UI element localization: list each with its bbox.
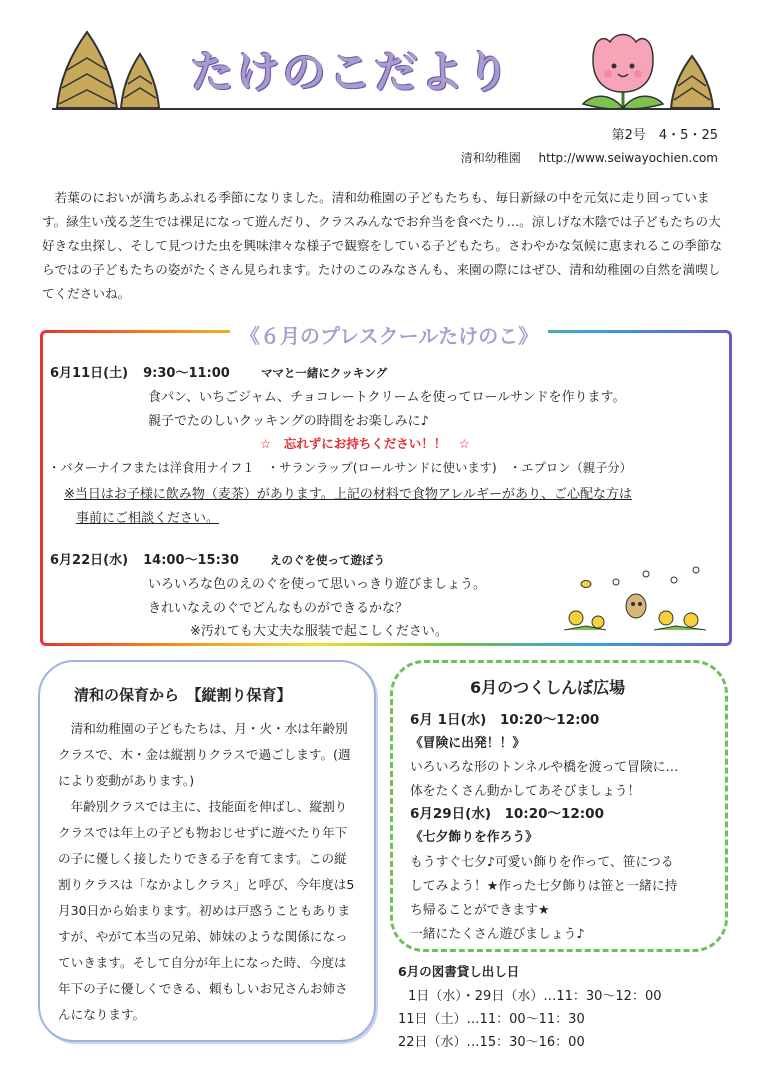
- bring-items-title: ☆ 忘れずにお持ちください！！ ☆: [260, 436, 470, 451]
- tsukushinbo-event1-date: 6月 1日(水) 10:20～12:00: [410, 712, 600, 728]
- event1-date: 6月11日(土): [50, 366, 129, 381]
- bamboo-shoot-icon: [668, 54, 716, 110]
- school-name: 清和幼稚園: [460, 151, 521, 165]
- dandelion-bee-icon: [556, 560, 716, 632]
- issue-number: 第2号 4・5・25: [611, 128, 718, 143]
- school-info: [461, 149, 718, 166]
- library-row: 11日（土）…11：00～11：30: [398, 1012, 585, 1027]
- allergy-note-line1: ※当日はお子様に飲み物（麦茶）があります。上記の材料で食物アレルギーがあり、ご心配な方は: [64, 487, 633, 502]
- tsukushinbo-event1-line1: いろいろな形のトンネルや橋を渡って冒険に…: [410, 760, 679, 775]
- tulip-face-icon: [578, 30, 668, 112]
- tsukushinbo-event2-line1: もうすぐ七夕♪可愛い飾りを作って、笹につる: [410, 855, 674, 870]
- tsukushinbo-event1-line2: 体をたくさん動かしてあそびましょう！: [410, 784, 641, 799]
- header-divider: [52, 108, 720, 110]
- event2-line1: いろいろな色のえのぐを使って思いっきり遊びましょう。: [148, 577, 487, 592]
- event1-time: 9:30～11:00: [143, 366, 230, 381]
- school-url[interactable]: http://www.seiwayochien.com: [538, 151, 718, 165]
- intro-paragraph: 若葉のにおいが満ちあふれる季節になりました。清和幼稚園の子どもたちも、毎日新緑の中を元気に走り回っています。緑生い茂る芝生では裸足になって遊んだり、クラスみんなでお弁当を食べたり…。涼しげな木陰では子どもたちの大好きな虫探し、そして見つけた虫を興味津々な様子で観察をしている子どもたち。さわやかな気候に恵まれるこの季節ならではの子どもたちの姿がたくさん見られます。たけのこのみなさんも、来園の際にはぜひ、清和幼稚園の自然を満喫してくださいね。: [42, 190, 723, 301]
- event2-line2: きれいなえのぐでどんなものができるかな？: [148, 601, 409, 616]
- tsukushinbo-event2-line2: してみよう！★作った七夕飾りは笹と一緒に持: [410, 879, 678, 894]
- newsletter-title: たけのこだより: [190, 47, 512, 98]
- event2-time: 14:00～15:30: [143, 553, 239, 568]
- hoiku-title: 清和の保育から 【縦割り保育】: [74, 686, 292, 704]
- event1-line1: 食パン、いちごジャム、チョコレートクリームを使ってロールサンドを作ります。: [148, 390, 626, 405]
- event2-name: えのぐを使って遊ぼう: [269, 553, 385, 567]
- event1-line2: 親子でたのしいクッキングの時間をお楽しみに♪: [148, 414, 429, 429]
- hoiku-body: [58, 716, 358, 1028]
- hoiku-para1: 清和幼稚園の子どもたちは、月・火・水は年齢別クラスで、木・金は縦割りクラスで過ごします。(週により変動があります。): [58, 721, 351, 788]
- hoiku-para2: 年齢別クラスでは主に、技能面を伸ばし、縦割りクラスでは年上の子ども物おじせずに遊べたり年下の子に優しく接したりできる子を育てます。この縦割りクラスは「なかよしクラス」と呼び、今年度は5月30日から始まります。初めは戸惑うこともありますが、やがて本当の兄弟、姉妹のような関係になっていきます。そして自分が年上になった時、今度は年下の子に優しくできる、頼もしいお兄さんお姉さんになります。: [58, 799, 355, 1022]
- tsukushinbo-event2-date: 6月29日(水) 10:20～12:00: [410, 806, 604, 822]
- preschool-title: 《６月のプレスクールたけのこ》: [230, 320, 548, 349]
- library-title: 6月の図書貸し出し日: [398, 964, 520, 979]
- library-row: 1日（水）・29日（水）…11：30～12：00: [408, 989, 662, 1004]
- event2-header: [50, 549, 385, 568]
- tsukushinbo-event2-line4: 一緒にたくさん遊びましょう♪: [410, 927, 585, 942]
- tsukushinbo-event1-name: 《冒険に出発！！》: [410, 736, 526, 751]
- event2-line3: ※汚れても大丈夫な服装で起こしください。: [190, 624, 448, 639]
- event2-date: 6月22日(水): [50, 553, 129, 568]
- tsukushinbo-title: 6月のつくしんぼ広場: [470, 678, 626, 697]
- allergy-note-line2: 事前にご相談ください。: [76, 511, 220, 526]
- tsukushinbo-event2-name: 《七夕飾りを作ろう》: [410, 830, 538, 845]
- bamboo-shoot-icon: [52, 30, 122, 110]
- bring-items-list: ・バターナイフまたは洋食用ナイフ１ ・サランラップ(ロールサンドに使います) ・エプロン（親子分）: [48, 461, 632, 475]
- event1-name: ママと一緒にクッキング: [260, 366, 388, 380]
- bamboo-shoot-icon: [118, 52, 162, 110]
- library-row: 22日（水）…15：30～16：00: [398, 1035, 585, 1050]
- tsukushinbo-event2-line3: ち帰ることができます★: [410, 903, 550, 918]
- event1-header: [50, 362, 387, 381]
